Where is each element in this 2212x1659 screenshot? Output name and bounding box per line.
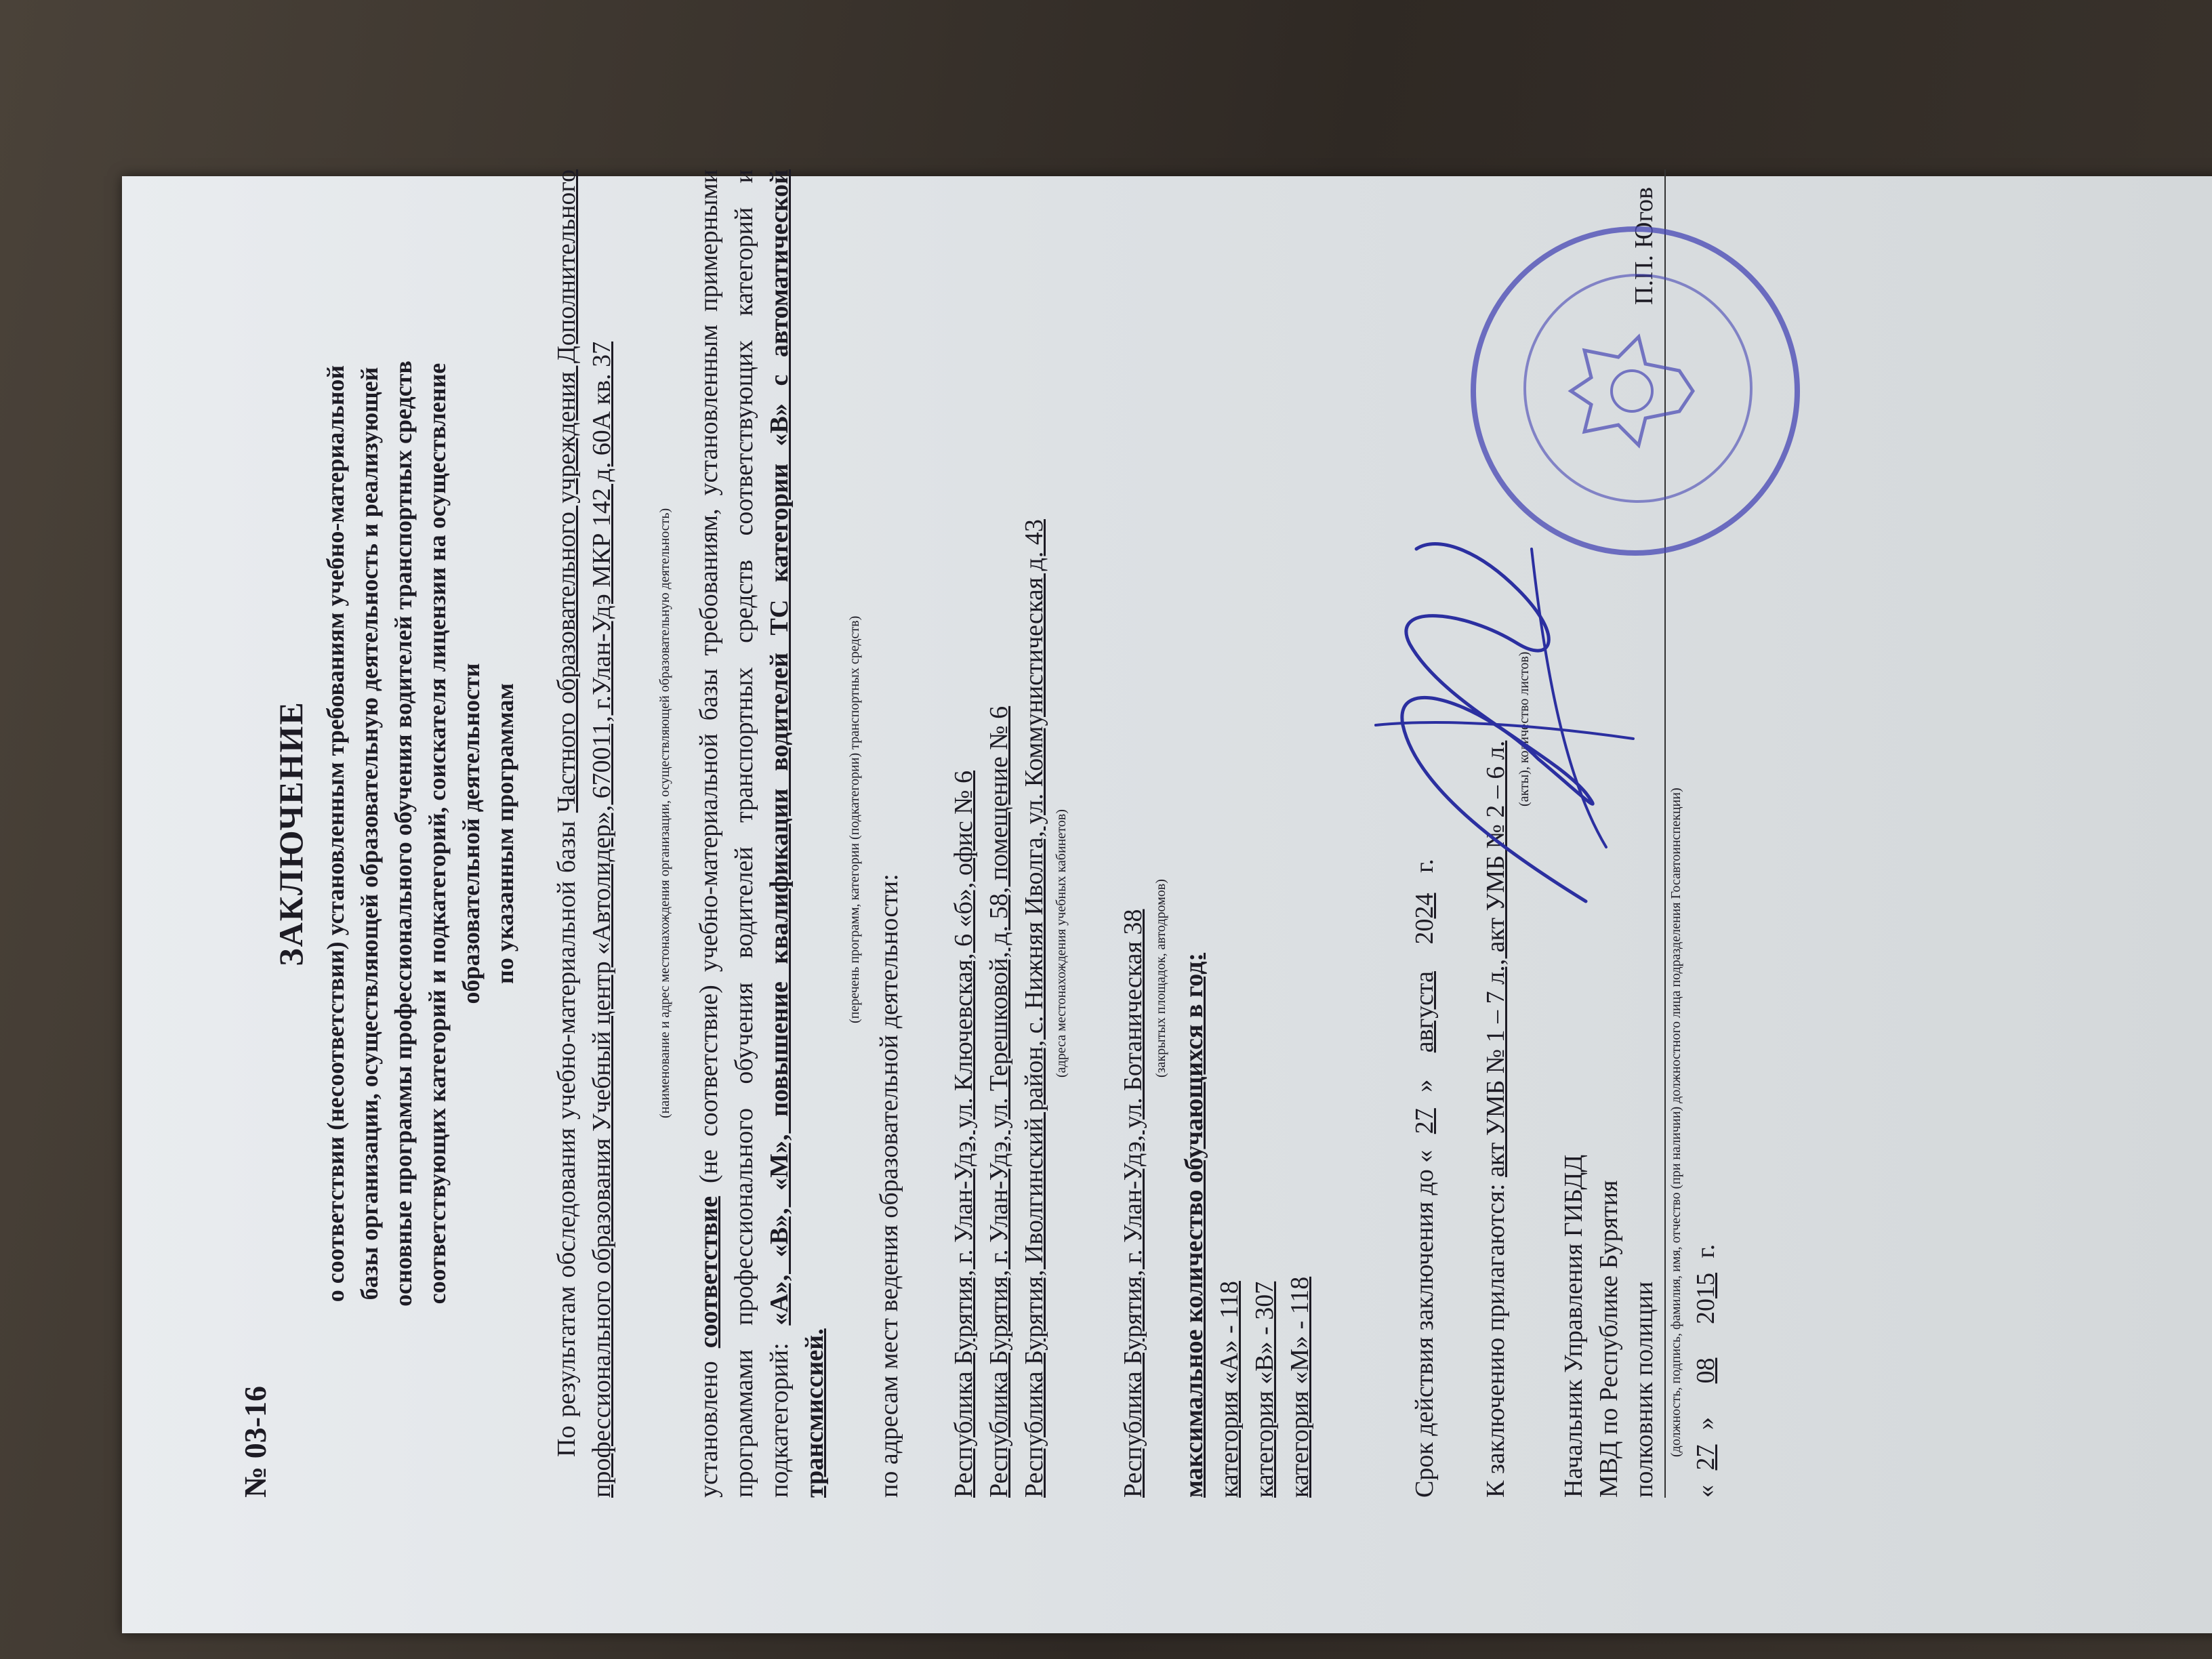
coat-of-arms-icon <box>1557 323 1706 459</box>
established-label: установлено <box>695 1361 723 1498</box>
validity-month: августа <box>1410 971 1439 1053</box>
validity-year: 24 <box>1410 893 1439 919</box>
category-quota: категория «А» - 118 <box>1215 1281 1244 1498</box>
subtitle-line: по указанным программам <box>491 683 518 984</box>
training-ground-address: Республика Бурятия, г. Улан-Удэ, ул. Ботаническая 38 <box>1119 909 1147 1498</box>
validity-line: Срок действия заключения до « 27 » августа 2024 г. <box>1410 859 1439 1498</box>
date-month: 08 <box>1692 1357 1720 1384</box>
intro-text: По результатам обследования учебно-материальной базы <box>552 821 581 1457</box>
official-stamp <box>1471 226 1800 556</box>
validity-day: 27 <box>1410 1108 1439 1134</box>
subtitle-line: о соответствии (несоответствии) установленным требованиям учебно-материальной <box>322 365 349 1303</box>
subtitle-line: соответствующих категорий и подкатегорий, соискателя лицензии на осуществление <box>424 363 451 1305</box>
caption-programs: (перечень программ, категории (подкатегории) транспортных средств) <box>847 615 862 1023</box>
conformity-paragraph <box>691 169 832 1498</box>
validity-year-prefix: 20 <box>1410 918 1439 945</box>
document-sheet <box>122 169 2212 1633</box>
category-quota: категория «М» - 118 <box>1286 1276 1314 1498</box>
conformity-text: (не соответствие) учебно-материальной базы требованиям, установленным примерными программами профессионального обучения водителей транспортных средств соответствующих категорий и подкатегорий: <box>695 169 794 1498</box>
attachments-value: акт УМБ № 1 – 7 л., акт УМБ № 2 – 6 л. <box>1481 740 1510 1178</box>
conformity-value: соответствие <box>695 1195 723 1349</box>
validity-suffix: г. <box>1410 859 1439 874</box>
programs-list: «А», «В», «М», повышение квалификации водителей ТС категории «В» с автоматической трансмиссией. <box>765 169 829 1498</box>
max-students-label: максимальное количество обучающихся в год: <box>1180 952 1208 1498</box>
organization-name: Частного образовательного учреждения Дополнительного профессионального образования Учебный центр «Автолидер», 670011, г.Улан-Удэ МКР 142 д. 60А кв. 37 <box>552 169 616 1498</box>
date-day: 27 <box>1692 1444 1720 1471</box>
caption-attachments: (акты), количество листов) <box>1517 651 1532 806</box>
category-quota: категория «В» - 307 <box>1250 1281 1279 1498</box>
handwritten-signature <box>1362 508 1647 928</box>
classroom-address: Республика Бурятия, Иволгинский район, с. Нижняя Иволга, ул. Коммунистическая д. 43 <box>1020 519 1048 1498</box>
subtitle-line: образовательной деятельности <box>457 663 485 1004</box>
date-year: 15 <box>1692 1273 1720 1298</box>
caption-organization: (наименование и адрес местонахождения организации, осуществляющей образовательную деятельность) <box>657 508 672 1118</box>
classroom-address: Республика Бурятия, г. Улан-Удэ, ул. Терешковой, д. 58, помещение № 6 <box>985 705 1013 1498</box>
document-title: ЗАКЛЮЧЕНИЕ <box>272 701 310 966</box>
addresses-label: по адресам мест ведения образовательной деятельности: <box>875 874 903 1498</box>
attachments-prefix: К заключению прилагаются: <box>1481 1183 1510 1498</box>
signer-title-line: МВД по Республике Бурятия <box>1595 1180 1623 1498</box>
classroom-address: Республика Бурятия, г. Улан-Удэ, ул. Ключевская, 6 «б», офис № 6 <box>949 770 978 1498</box>
date-suffix: г. <box>1692 1244 1720 1258</box>
intro-paragraph <box>549 169 619 1498</box>
signer-title-line: полковник полиции <box>1630 1281 1658 1498</box>
caption-classrooms: (адреса местонахождения учебных кабинетов) <box>1054 809 1069 1078</box>
signature-date: « 27 » 08 2015 г. <box>1692 1244 1720 1498</box>
validity-prefix: Срок действия заключения до « <box>1410 1149 1439 1498</box>
subtitle-line: базы организации, осуществляющей образовательную деятельность и реализующей <box>356 367 383 1300</box>
caption-grounds: (закрытых площадок, автодромов) <box>1153 879 1168 1078</box>
caption-signer: (должность, подпись, фамилия, имя, отчество (при наличии) должностного лица подразделения Госавтоинспекции) <box>1668 787 1683 1457</box>
signer-name: П.П. Югов <box>1630 186 1658 305</box>
subtitle-line: основные программы профессионального обучения водителей транспортных средств <box>390 361 417 1307</box>
document-number: № 03-16 <box>238 1385 272 1498</box>
signer-title-line: Начальник Управления ГИБДД <box>1559 1154 1588 1498</box>
document-subtitle <box>319 169 522 1498</box>
